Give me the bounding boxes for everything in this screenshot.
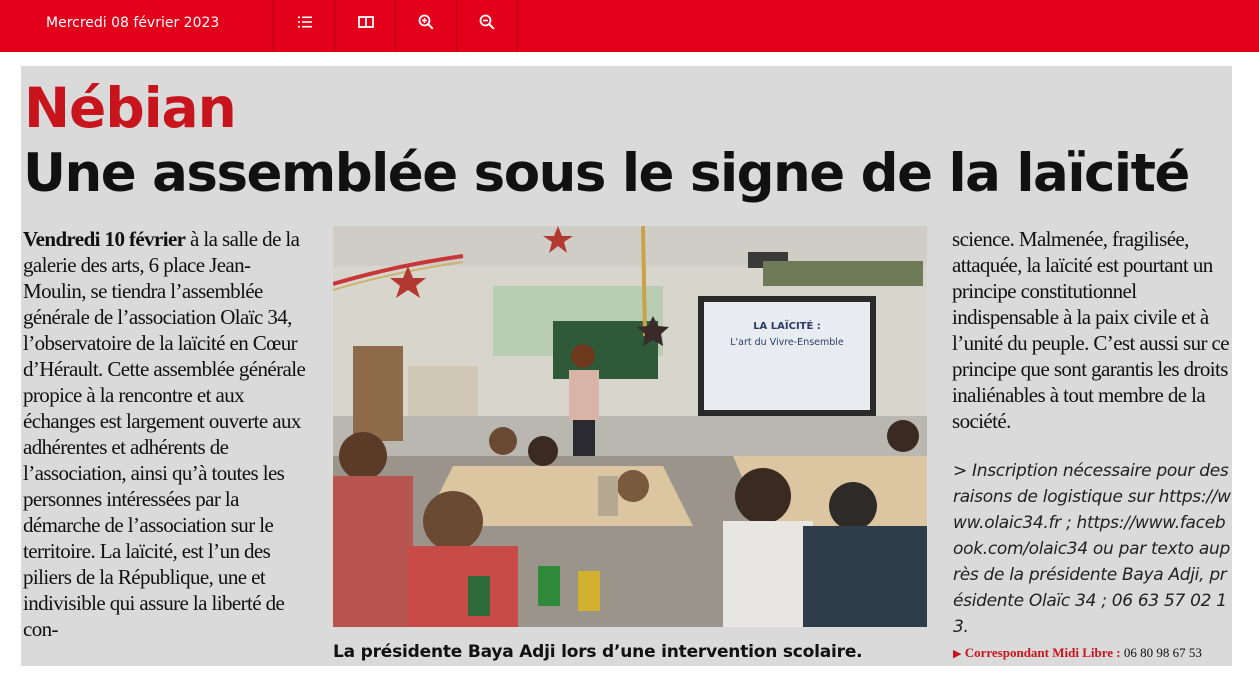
screen-subtitle: L'art du Vivre-Ensemble [730,337,844,348]
article-headline: Une assemblée sous le signe de la laïcité [23,143,1189,204]
article-info: > Inscription nécessaire pour des raisons de logistique sur https://www.olaic34.fr ; https://www.facebook.com/olaic34 ou par texto auprès de la présidente Baya Adji, présidente Olaïc 34 ; 06 63 57 02 13. [953,461,1231,637]
book-view-button[interactable] [353,9,379,35]
zoom-out-button[interactable] [474,9,500,35]
correspondent-line [953,644,1202,663]
list-button[interactable] [292,9,318,35]
list-icon [298,16,312,28]
correspondent-phone: 06 80 98 67 53 [1123,645,1202,660]
toolbar-divider [395,0,396,52]
edition-date: Mercredi 08 février 2023 [46,15,220,31]
photo-caption: La présidente Baya Adji lors d’une intervention scolaire. [333,642,863,662]
article-body-right: science. Malmenée, fragilisée, attaquée, la laïcité est pourtant un principe constitutionnel indispensable à la paix civile et à l’unité du peuple. C’est aussi sur ce principe que sont garantis les droits inaliénables à tout membre de la société. [952,227,1229,433]
screen-title: LA LAÏCITÉ : [753,321,821,332]
zoom-out-icon [479,14,495,30]
book-icon [358,16,374,28]
toolbar-divider [517,0,518,52]
toolbar-divider [456,0,457,52]
toolbar-divider [273,0,274,52]
correspondent-label: Correspondant Midi Libre : [964,645,1121,660]
article-body-left-text: à la salle de la galerie des arts, 6 place Jean-Moulin, se tiendra l’assemblée générale de l’association Olaïc 34, l’observatoire de la laïcité en Cœur d’Hérault. Cette assemblée générale propice à la rencontre et aux échanges est largement ouverte aux adhérentes et adhérents de l’association, ainsi qu’à toutes les personnes intéressées par la démarche de l’association sur le territoire. La laïcité, est l’un des piliers de la République, une et indivisible qui assure la liberté de con- [23,227,306,641]
article-kicker: Nébian [24,76,236,140]
article-lead: Vendredi 10 février [23,227,186,251]
article-photo [333,226,927,627]
classroom-photo [333,226,927,627]
triangle-icon: ▶ [953,648,962,660]
zoom-in-icon [418,14,434,30]
article-page [21,66,1232,666]
article-body-left [23,226,311,642]
top-toolbar [0,0,1259,52]
zoom-in-button[interactable] [413,9,439,35]
toolbar-divider [334,0,335,52]
